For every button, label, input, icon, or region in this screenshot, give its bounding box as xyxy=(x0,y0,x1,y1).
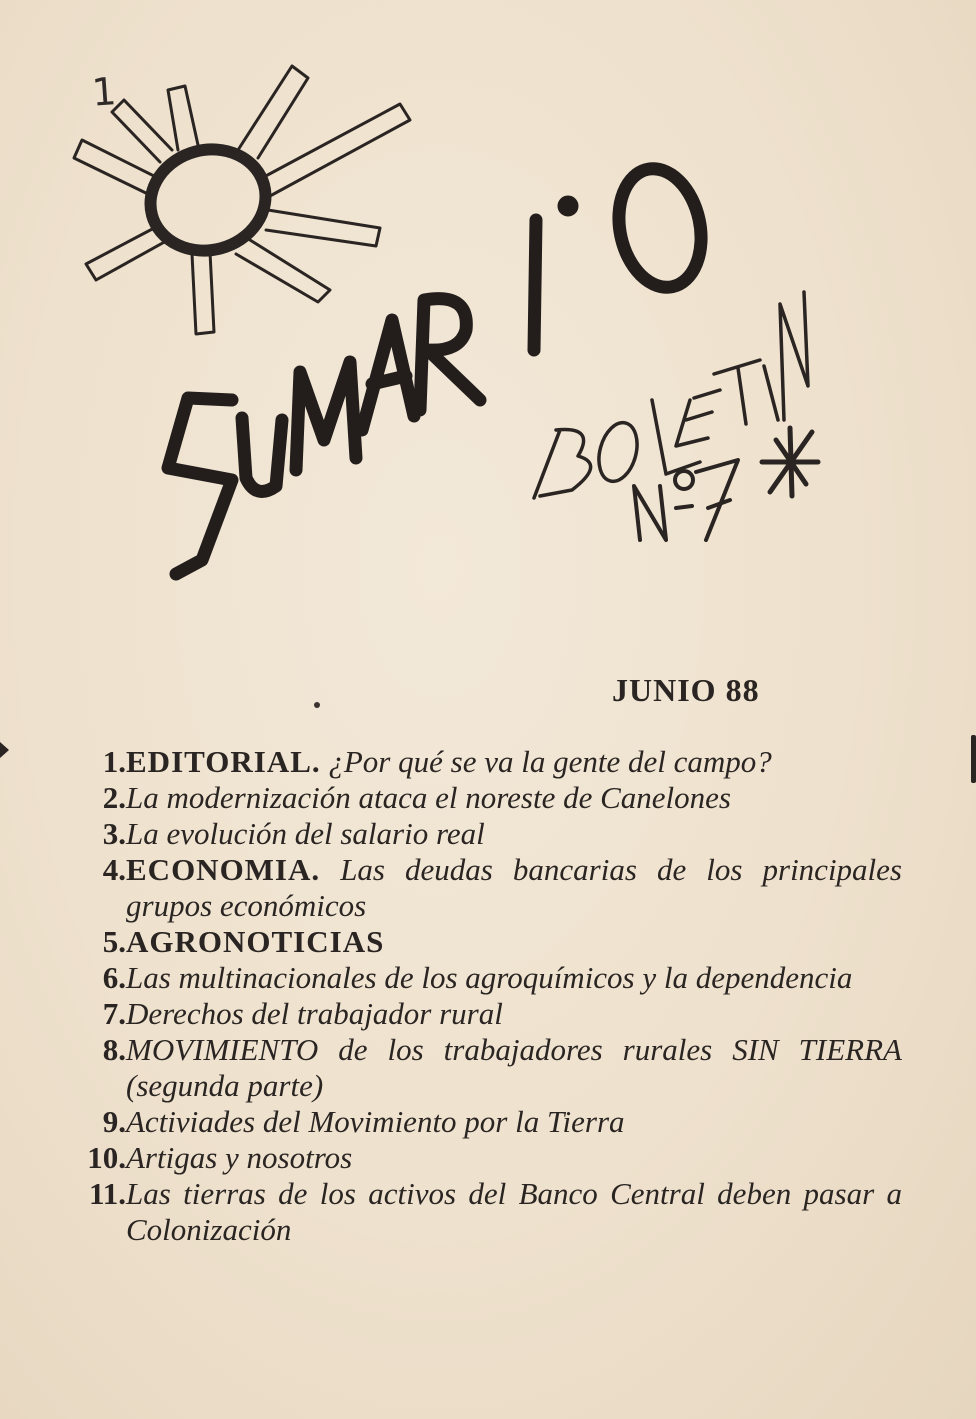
toc-number: 11. xyxy=(88,1176,126,1211)
toc-text xyxy=(126,1104,904,1140)
toc-text xyxy=(126,960,904,996)
toc-text xyxy=(126,780,904,816)
toc-title: Derechos del trabajador rural xyxy=(126,996,503,1031)
stray-dot xyxy=(314,702,320,708)
toc-text xyxy=(126,996,904,1032)
toc-number: 5. xyxy=(102,924,126,959)
toc-number: 3. xyxy=(102,816,126,851)
toc-text xyxy=(126,744,904,780)
toc-title: La modernización ataca el noreste de Canelones xyxy=(126,780,731,815)
asterisk-icon xyxy=(762,428,818,496)
toc-number: 2. xyxy=(102,780,126,815)
toc-item xyxy=(74,780,904,816)
toc-item xyxy=(74,1032,904,1104)
toc-number: 7. xyxy=(102,996,126,1031)
boletin-label xyxy=(534,292,808,498)
toc-title: ¿Por qué se va la gente del campo? xyxy=(320,744,772,779)
toc-text xyxy=(126,816,904,852)
toc-title: Activiades del Movimiento por la Tierra xyxy=(126,1104,625,1139)
toc-number: 1. xyxy=(102,744,126,779)
toc-number: 6. xyxy=(102,960,126,995)
table-of-contents xyxy=(74,744,904,1248)
toc-number: 10. xyxy=(87,1140,126,1175)
toc-item xyxy=(74,996,904,1032)
page-number: 1 xyxy=(90,69,118,115)
toc-text xyxy=(126,924,904,960)
toc-item xyxy=(74,1104,904,1140)
toc-title: Las deudas bancarias de los principales grupos económicos xyxy=(126,852,902,923)
toc-text xyxy=(126,852,904,924)
toc-item xyxy=(74,744,904,780)
toc-text xyxy=(126,1140,904,1176)
sun-icon xyxy=(74,66,410,334)
toc-item xyxy=(74,1140,904,1176)
toc-section: AGRONOTICIAS xyxy=(126,924,385,959)
toc-section: ECONOMIA. xyxy=(126,852,321,887)
toc-title: Las multinacionales de los agroquímicos y la dependencia xyxy=(126,960,853,995)
toc-title: La evolución del salario real xyxy=(126,816,485,851)
header-artwork xyxy=(0,0,976,640)
toc-item xyxy=(74,960,904,996)
toc-item xyxy=(74,1176,904,1248)
toc-title: Artigas y nosotros xyxy=(126,1140,353,1175)
toc-text xyxy=(126,1176,904,1248)
toc-number: 4. xyxy=(102,852,126,887)
binding-mark-right xyxy=(971,735,976,783)
binding-mark-left xyxy=(0,742,9,758)
toc-title: Las tierras de los activos del Banco Central deben pasar a Colonización xyxy=(126,1176,902,1247)
issue-number xyxy=(634,460,738,540)
toc-title: MOVIMIENTO de los trabajadores rurales SIN TIERRA (segunda parte) xyxy=(126,1032,902,1103)
toc-item xyxy=(74,924,904,960)
toc-number: 9. xyxy=(102,1104,126,1139)
issue-date: JUNIO 88 xyxy=(612,672,760,708)
toc-item xyxy=(74,852,904,924)
sumario-title xyxy=(168,161,712,574)
toc-item xyxy=(74,816,904,852)
toc-section: EDITORIAL. xyxy=(126,744,321,779)
toc-number: 8. xyxy=(102,1032,126,1067)
toc-text xyxy=(126,1032,904,1104)
